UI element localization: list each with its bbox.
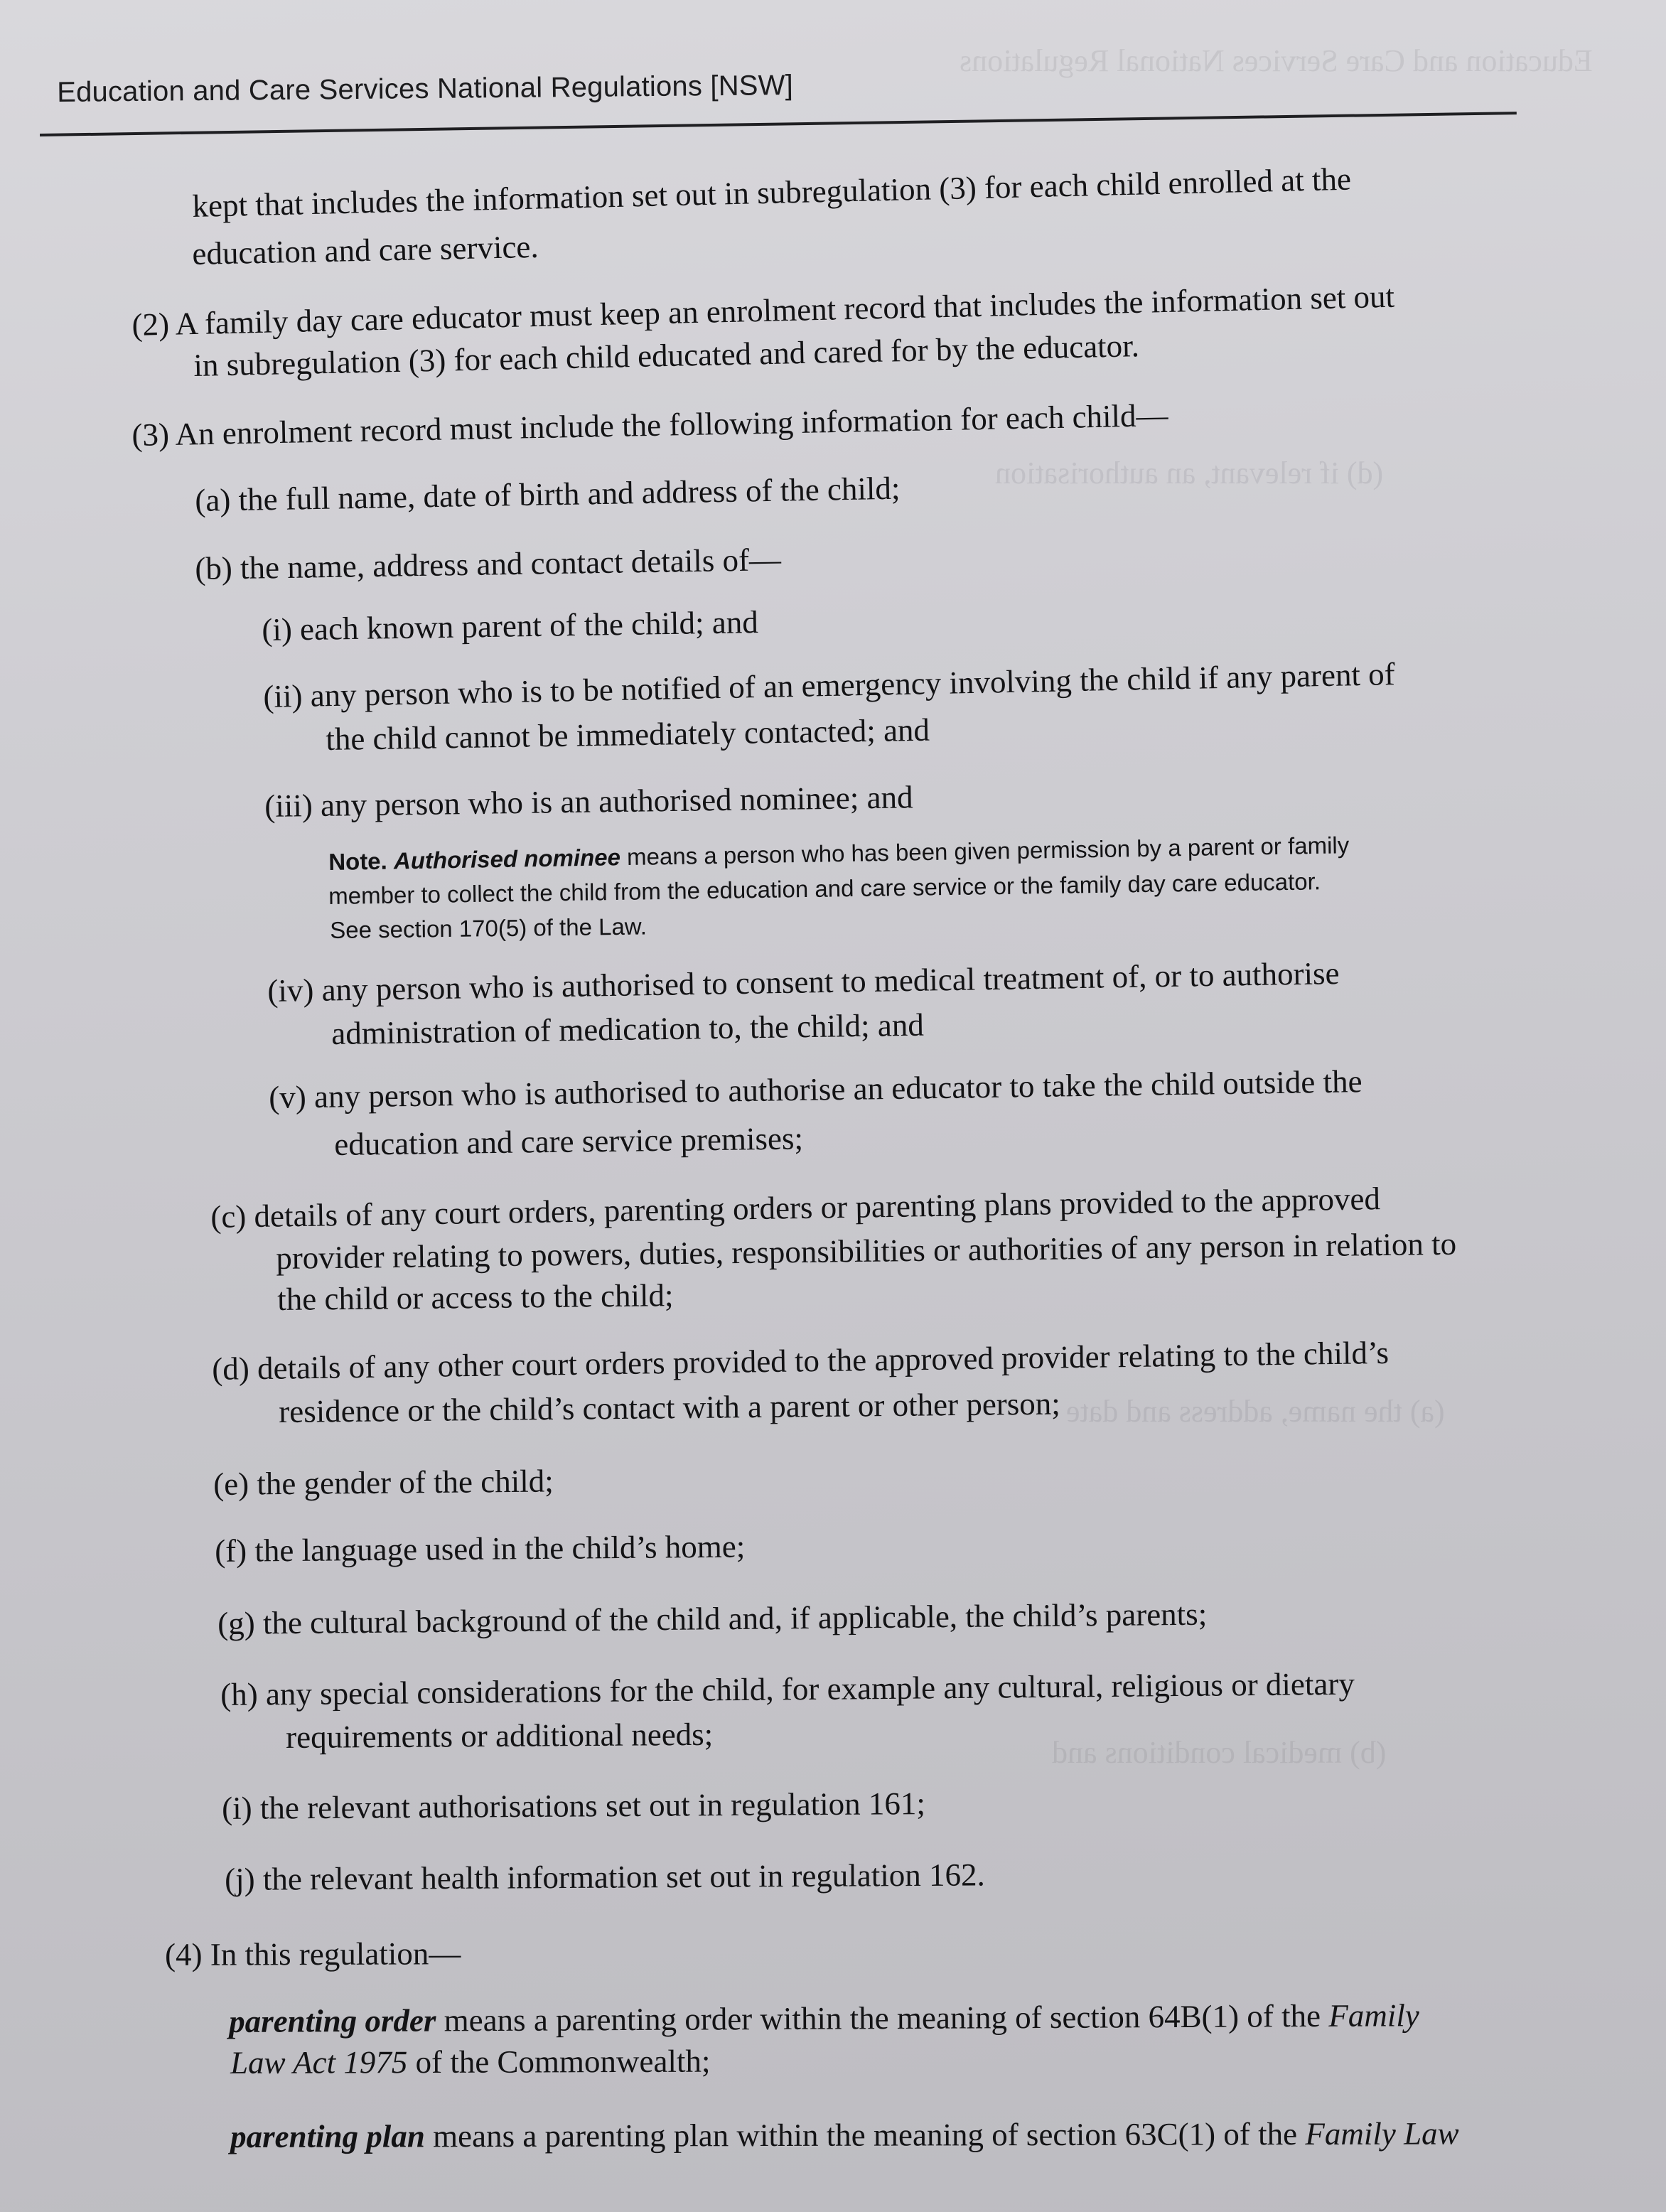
act-title: Family bbox=[1328, 1997, 1419, 2034]
paragraph-f: (f) the language used in the child’s home; bbox=[214, 1528, 746, 1569]
note-line: See section 170(5) of the Law. bbox=[329, 913, 647, 943]
text-line: requirements or additional needs; bbox=[285, 1716, 714, 1755]
text-line: education and care service premises; bbox=[333, 1120, 804, 1162]
act-title: Law Act 1975 bbox=[230, 2044, 408, 2081]
note-line: member to collect the child from the education and care service or the family day care educator. bbox=[328, 868, 1321, 909]
note-label: Note. bbox=[328, 847, 394, 875]
text-line: the child or access to the child; bbox=[276, 1277, 674, 1317]
paragraph-e: (e) the gender of the child; bbox=[213, 1463, 554, 1502]
definition-text: of the Commonwealth; bbox=[407, 2043, 711, 2081]
note-term: Authorised nominee bbox=[393, 844, 621, 874]
text-line: residence or the child’s contact with a parent or other person; bbox=[278, 1385, 1061, 1429]
definition-text: means a parenting order within the meaning of section 64B(1) of the bbox=[436, 1997, 1329, 2039]
defined-term: parenting plan bbox=[230, 2118, 425, 2154]
defined-term: parenting order bbox=[228, 2002, 436, 2039]
paragraph-g: (g) the cultural background of the child and, if applicable, the child’s parents; bbox=[217, 1596, 1208, 1641]
paragraph-i: (i) the relevant authorisations set out in regulation 161; bbox=[221, 1786, 926, 1826]
text-line: the child cannot be immediately contacted; and bbox=[325, 712, 930, 757]
text-line: administration of medication to, the child; and bbox=[330, 1006, 925, 1051]
subregulation-3: (3) An enrolment record must include the following information for each child— bbox=[131, 397, 1168, 453]
subparagraph-ii: (ii) any person who is to be notified of an emergency involving the child if any parent of bbox=[262, 656, 1396, 714]
definition-parenting-plan bbox=[230, 2117, 1459, 2153]
document-page: Education and Care Services National Regulations (d) if relevant, an authorisation (a) the name, address and date (b) medical conditions and Education and Care Services National Regulations [NSW] kept that includes the information set out in subregulation (3) for each child enrolled at the education and care service. (2) A family day care educator must keep an enrolment record that includes the information set out in subregulation (3) for each child educated and cared for by the educator. (3) An enrolment record must include the following information for each child— (a) the full name, date of birth and address of the child; (b) the name, address and contact details of— (i) each known parent of the child; and (ii) any person who is to be notified of an emergency involving the child if any parent of the child cannot be immediately contacted; and (iii) any person who is an authorised nominee; and Note. Authorised nominee means a person who has been given permission by a parent or family member to collect the child from the education and care service or the family day care educator. See section 170(5) of the Law. (iv) any person who is authorised to consent to medical treatment of, or to authorise administration of medication to, the child; and (v) any person who is authorised to authorise an educator to take the child outside the education and care service premises; (c) details of any court orders, parenting orders or parenting plans provided to the approved provider relating to powers, duties, responsibilities or authorities of any person in relation to the child or access to the child; (d) details of any other court orders provided to the approved provider relating to the child’s residence or the child’s contact with a parent or other person; (e) the gender of the child; (f) the language used in the child’s home; (g) the cultural background of the child and, if applicable, the child’s parents; (h) any special considerations for the child, for example any cultural, religious or dietary requirements or additional needs; (i) the relevant authorisations set out in regulation 161; (j) the relevant health information set out in regulation 162. (4) In this regulation— parenting order means a parenting order within the meaning of section 64B(1) of the Family Law Act 1975 of the Commonwealth; parenting plan means a parenting plan within the meaning of section 63C(1) of the Family Law bbox=[0, 0, 1666, 2212]
subparagraph-iv: (iv) any person who is authorised to consent to medical treatment of, or to authorise bbox=[267, 955, 1340, 1009]
paragraph-j: (j) the relevant health information set out in regulation 162. bbox=[224, 1857, 985, 1897]
running-header: Education and Care Services National Regulations [NSW] bbox=[57, 70, 794, 108]
subparagraph-v: (v) any person who is authorised to authorise an educator to take the child outside the bbox=[268, 1063, 1363, 1115]
subparagraph-iii: (iii) any person who is an authorised nominee; and bbox=[264, 779, 913, 824]
text-line: provider relating to powers, duties, responsibilities or authorities of any person in relation to bbox=[275, 1225, 1457, 1276]
note-text: means a person who has been given permission by a parent or family bbox=[620, 832, 1350, 871]
paragraph-c: (c) details of any court orders, parenting orders or parenting plans provided to the approved bbox=[210, 1181, 1381, 1235]
definition-text: means a parenting plan within the meaning of section 63C(1) of the bbox=[424, 2116, 1306, 2154]
definition-parenting-order bbox=[229, 1999, 1419, 2038]
text-line: education and care service. bbox=[191, 228, 539, 272]
paragraph-a: (a) the full name, date of birth and address of the child; bbox=[194, 470, 901, 518]
text-line: in subregulation (3) for each child educated and cared for by the educator. bbox=[193, 328, 1140, 383]
text-line: kept that includes the information set out in subregulation (3) for each child enrolled at the bbox=[191, 161, 1352, 224]
subparagraph-i: (i) each known parent of the child; and bbox=[261, 604, 759, 648]
note-line bbox=[328, 833, 1349, 874]
paragraph-d: (d) details of any other court orders provided to the approved provider relating to the child’s bbox=[211, 1334, 1390, 1387]
text-line bbox=[230, 2043, 711, 2081]
subregulation-2: (2) A family day care educator must keep an enrolment record that includes the information set out bbox=[131, 278, 1395, 343]
paragraph-h: (h) any special considerations for the child, for example any cultural, religious or dietary bbox=[220, 1665, 1355, 1712]
paragraph-b: (b) the name, address and contact details of— bbox=[194, 542, 782, 586]
subregulation-4: (4) In this regulation— bbox=[164, 1936, 461, 1972]
act-title: Family Law bbox=[1305, 2115, 1459, 2152]
